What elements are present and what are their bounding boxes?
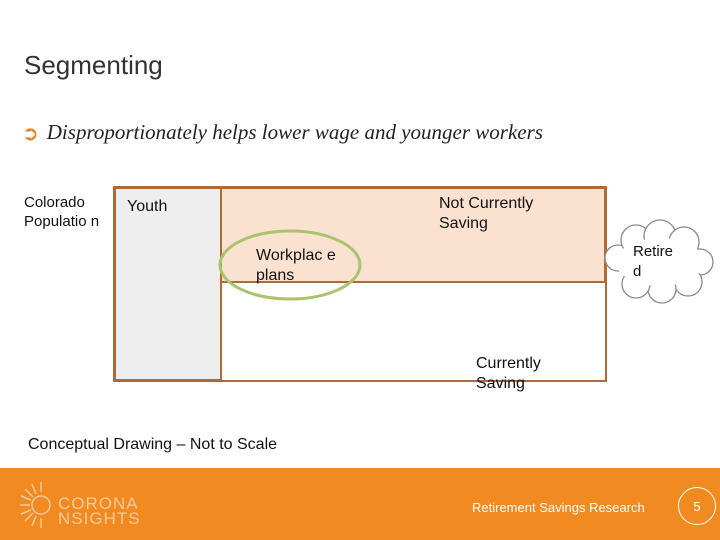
- page-number-badge: 5: [678, 487, 716, 525]
- not-saving-label: Not Currently Saving: [439, 195, 534, 232]
- logo-text-line1: CORONA: [58, 494, 139, 513]
- currently-saving-label: Currently Saving: [476, 355, 541, 392]
- caption: Conceptual Drawing – Not to Scale: [28, 436, 278, 453]
- logo-text-line2: NSIGHTS: [58, 509, 141, 528]
- footer-research-label: Retirement Savings Research: [472, 500, 645, 515]
- population-label: Colorado Populatio n: [24, 194, 100, 230]
- bullet-text: Disproportionately helps lower wage and younger workers: [46, 120, 543, 144]
- slide-title: Segmenting: [24, 50, 163, 80]
- arrow-bullet-icon: ➲: [22, 120, 39, 145]
- retired-label: Retire d: [633, 243, 674, 280]
- workplace-plans-label: Workplac e plans: [256, 247, 336, 284]
- youth-label: Youth: [127, 198, 168, 215]
- logo-text: [58, 496, 141, 526]
